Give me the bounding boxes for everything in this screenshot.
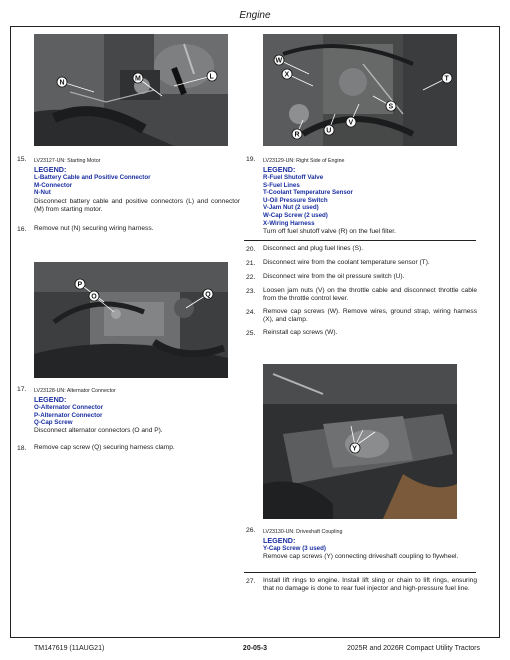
step-21-number: 21. (246, 260, 256, 267)
step-22-number: 22. (246, 274, 256, 281)
right-side-engine-photo (263, 34, 457, 146)
step-27-number: 27. (246, 578, 256, 585)
svg-text:Q: Q (205, 291, 211, 299)
fig19-legend-title: LEGEND: (263, 165, 296, 174)
step-25-text: Reinstall cap screws (W). (263, 329, 338, 336)
svg-text:Y: Y (352, 445, 357, 453)
fig26-legend (263, 537, 483, 553)
svg-text:X: X (284, 71, 290, 79)
fig19-legend-item: R-Fuel Shutoff Valve (263, 174, 324, 181)
fig17-caption: LV23128-UN: Alternator Connector (34, 388, 116, 394)
fig15-caption: LV23127-UN: Starting Motor (34, 158, 101, 164)
svg-text:U: U (326, 127, 332, 135)
svg-text:R: R (294, 131, 300, 139)
svg-text:P: P (77, 281, 83, 289)
fig19-legend-item: V-Jam Nut (2 used) (263, 204, 319, 212)
step-26-number: 26. (246, 527, 256, 534)
fig15-legend-item: M-Connector (34, 181, 73, 189)
divider (244, 572, 476, 573)
fig19-legend-item: S-Fuel Lines (263, 181, 300, 189)
fig15-legend-title: LEGEND: (34, 165, 67, 174)
fig19-caption: LV23129-UN: Right Side of Engine (263, 158, 345, 164)
footer-page-number: 20-05-3 (242, 645, 268, 652)
step-22-text: Disconnect wire from the oil pressure switch (U). (263, 273, 405, 280)
fig15-legend-item: L-Battery Cable and Positive Connector (34, 174, 151, 181)
step-24-number: 24. (246, 309, 256, 316)
footer-manual-title: 2025R and 2026R Compact Utility Tractors (346, 645, 480, 652)
svg-text:S: S (388, 103, 394, 111)
fig15-legend (34, 166, 234, 197)
step-23-number: 23. (246, 288, 256, 295)
svg-text:L: L (209, 73, 214, 81)
fig26-legend-title: LEGEND: (263, 536, 296, 545)
svg-text:T: T (444, 75, 449, 83)
fig17-legend-item: O-Alternator Connector (34, 404, 104, 411)
fig19-legend-item: X-Wiring Harness (263, 219, 315, 227)
step-19-text: Turn off fuel shutoff valve (R) on the fuel filter. (263, 228, 396, 235)
svg-text:O: O (91, 293, 97, 301)
svg-text:N: N (59, 79, 65, 87)
step-25-number: 25. (246, 330, 256, 337)
step-17-number: 17. (17, 386, 27, 393)
fig26-caption: LV23130-UN: Driveshaft Coupling (263, 529, 343, 535)
svg-text:M: M (135, 75, 141, 83)
alternator-connector-photo (34, 262, 228, 378)
fig19-legend-item: T-Coolant Temperature Sensor (263, 189, 353, 197)
divider (244, 240, 476, 241)
step-26-text: Remove cap screws (Y) connecting driveshaft coupling to flywheel. (263, 553, 459, 560)
fig19-legend-item: W-Cap Screw (2 used) (263, 211, 328, 219)
starting-motor-photo (34, 34, 228, 146)
step-19-number: 19. (246, 156, 256, 163)
fig19-legend (263, 166, 483, 227)
footer-doc-id: TM147619 (11AUG21) (34, 645, 105, 652)
step-18-text: Remove cap screw (Q) securing harness clamp. (34, 444, 175, 451)
step-15-text: Disconnect battery cable and positive connectors (L) and connector (M) from starting motor. (34, 198, 240, 214)
step-17-text: Disconnect alternator connectors (O and P). (34, 427, 163, 434)
step-21-text: Disconnect wire from the coolant temperature sensor (T). (263, 259, 430, 266)
fig15-legend-item: N-Nut (34, 189, 51, 197)
page-header-title: Engine (239, 10, 271, 21)
step-20-text: Disconnect and plug fuel lines (S). (263, 245, 364, 252)
step-20-number: 20. (246, 246, 256, 253)
fig17-legend (34, 396, 234, 427)
fig17-legend-item: P-Alternator Connector (34, 411, 103, 419)
step-16-text: Remove nut (N) securing wiring harness. (34, 225, 154, 232)
step-16-number: 16. (17, 226, 27, 233)
driveshaft-coupling-photo (263, 364, 457, 519)
step-23-text: Loosen jam nuts (V) on the throttle cable and disconnect throttle cable from the throttle control lever. (263, 287, 477, 303)
step-24-text: Remove cap screws (W). Remove wires, ground strap, wiring harness (X), and clamp. (263, 308, 477, 324)
svg-text:V: V (348, 119, 354, 127)
fig26-legend-item: Y-Cap Screw (3 used) (263, 545, 326, 552)
step-27-text: Install lift rings to engine. Install lift sling or chain to lift rings, ensuring that no damage is done to rear fuel injector and high-pressure fuel line. (263, 577, 477, 593)
step-18-number: 18. (17, 445, 27, 452)
fig19-legend-item: U-Oil Pressure Switch (263, 196, 328, 204)
step-15-number: 15. (17, 156, 27, 163)
fig17-legend-title: LEGEND: (34, 395, 67, 404)
fig17-legend-item: Q-Cap Screw (34, 419, 73, 427)
svg-text:W: W (275, 57, 283, 65)
